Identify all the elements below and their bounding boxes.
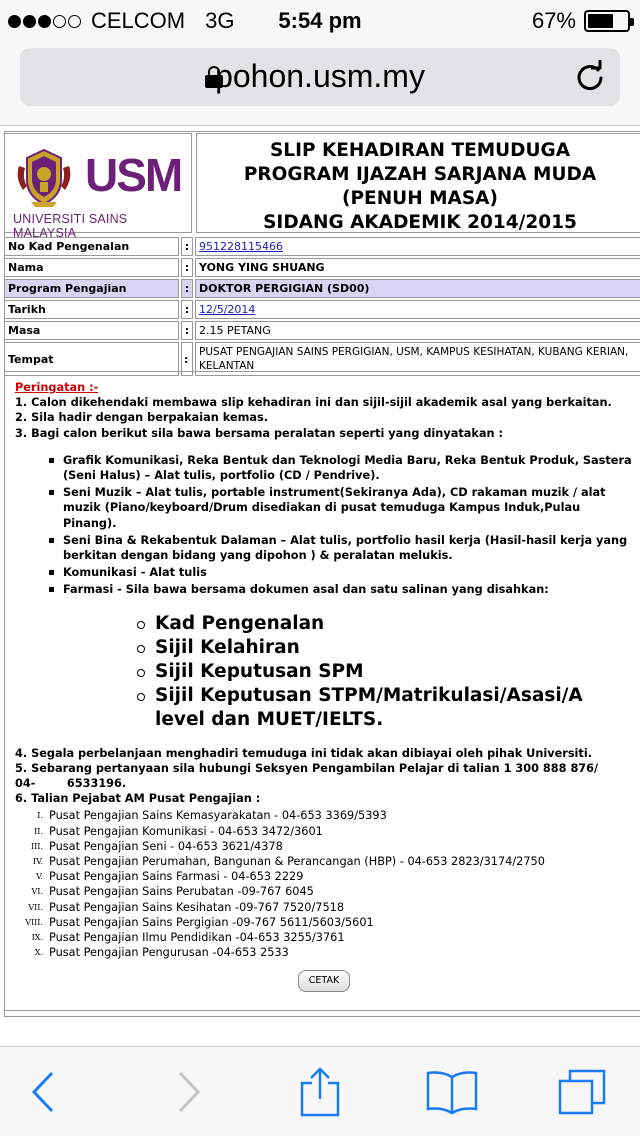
info-colon: : <box>181 342 193 376</box>
equipment-list <box>49 453 633 598</box>
notes-section <box>4 371 640 1011</box>
title-line: (PENUH MASA) <box>342 188 498 209</box>
office-extension: /3601 <box>290 824 323 838</box>
office-list <box>15 808 633 960</box>
note-item: 4. Segala perbelanjaan menghadiri temuduga ini tidak akan dibiayai oleh pihak Universiti. <box>15 746 592 760</box>
office-text <box>49 869 303 884</box>
reload-icon[interactable] <box>574 60 606 92</box>
note-item: 1. Calon dikehendaki membawa slip kehadiran ini dan sijil-sijil akademik asal yang berkaitan. <box>15 396 612 410</box>
note-item: 3. Bagi calon berikut sila bawa bersama peralatan seperti yang dinyatakan : <box>15 426 503 440</box>
office-text <box>49 808 387 823</box>
office-phone-link[interactable]: 04-653 3369 <box>281 809 355 823</box>
info-label: No Kad Pengenalan <box>4 237 179 256</box>
print-area <box>15 970 633 991</box>
office-name: Pusat Pengajian Ilmu Pendidikan -04-653 3255/3761 <box>49 931 345 945</box>
note-item: 2. Sila hadir dengan berpakaian kemas. <box>15 411 269 425</box>
candidate-info-table <box>4 237 640 378</box>
clock: 5:54 pm <box>278 8 362 33</box>
office-name: Pusat Pengajian Sains Perubatan -09-767 6045 <box>49 885 314 899</box>
office-item <box>15 945 633 960</box>
office-text <box>49 884 314 899</box>
status-bar <box>0 0 640 40</box>
info-colon: : <box>181 321 193 340</box>
share-icon[interactable] <box>292 1067 348 1117</box>
info-value: 2.15 PETANG <box>195 321 640 340</box>
office-extension: /5393 <box>354 809 387 823</box>
office-name: Pusat Pengajian Sains Farmasi - <box>49 870 232 884</box>
list-item: Farmasi - Sila bawa bersama dokumen asal dan satu salinan yang disahkan: <box>49 582 633 597</box>
logo-cell <box>4 133 192 240</box>
carrier-name: CELCOM <box>91 8 186 33</box>
office-item <box>15 869 633 884</box>
office-item <box>15 884 633 899</box>
roman-numeral: V. <box>36 872 43 882</box>
roman-numeral: III. <box>30 841 43 851</box>
info-value <box>195 237 640 256</box>
info-row-name <box>4 258 640 277</box>
note-item-5 <box>15 761 633 776</box>
info-colon: : <box>181 237 193 256</box>
back-icon[interactable] <box>18 1067 74 1117</box>
office-text <box>49 930 345 945</box>
battery-status <box>532 8 630 34</box>
office-name: Pusat Pengajian Komunikasi - <box>49 824 218 838</box>
list-item: Sijil Kelahiran <box>137 636 633 660</box>
list-item: Seni Muzik – Alat tulis, portable instrument(Sekiranya Ada), CD rakaman muzik / alat muzik (Piano/keyboard/Drum disediakan di pusat temuduga Kampus Induk,Pulau Pinang). <box>49 485 633 531</box>
roman-numeral: IV. <box>32 857 43 867</box>
info-value: PUSAT PENGAJIAN SAINS PERGIGIAN, USM, KAMPUS KESIHATAN, KUBANG KERIAN, KELANTAN <box>195 342 640 376</box>
info-value <box>195 300 640 319</box>
info-row-program <box>4 279 640 298</box>
bookmarks-icon[interactable] <box>424 1067 480 1117</box>
list-item: Sijil Keputusan SPM <box>137 660 633 684</box>
office-phone-link[interactable]: 04-653 2229 <box>231 870 304 884</box>
office-name: Pusat Pengajian Sains Pergigian -09-767 <box>49 915 280 929</box>
title-line: PROGRAM IJAZAH SARJANA MUDA <box>243 164 597 185</box>
office-item <box>15 900 633 915</box>
info-label: Masa <box>4 321 179 340</box>
title-line: SIDANG AKADEMIK 2014/2015 <box>263 212 577 233</box>
info-label: Program Pengajian <box>4 279 179 298</box>
office-name: Pusat Pengajian Perumahan, Bangunan & Perancangan (HBP) - <box>49 855 408 869</box>
office-text <box>49 945 289 960</box>
warning-heading: Peringatan :- <box>15 381 99 394</box>
tabs-icon[interactable] <box>556 1067 612 1117</box>
office-extension: /4378 <box>250 839 283 853</box>
ic-number-link[interactable]: 951228115466 <box>199 240 283 253</box>
info-value: YONG YING SHUANG <box>195 258 640 277</box>
print-button[interactable]: CETAK <box>298 970 350 991</box>
info-row-time <box>4 321 640 340</box>
address-bar[interactable] <box>20 48 620 106</box>
roman-numeral: X. <box>34 948 43 958</box>
list-item: Seni Bina & Rekabentuk Dalaman – Alat tulis, portfolio hasil kerja (Hasil-hasil kerja yang berkitan dengan bidang yang dipohon ) & peralatan melukis. <box>49 533 633 563</box>
office-item <box>15 839 633 854</box>
info-label: Nama <box>4 258 179 277</box>
office-item <box>15 808 633 823</box>
usm-crest-logo <box>13 146 75 208</box>
title-line: SLIP KEHADIRAN TEMUDUGA <box>269 140 571 161</box>
roman-numeral: I. <box>37 811 43 821</box>
battery-percent: 67% <box>531 8 576 33</box>
roman-numeral: VII. <box>28 902 43 912</box>
browser-address-area <box>0 40 640 126</box>
note-item: 6. Talian Pejabat AM Pusat Pengajian : <box>15 792 261 806</box>
list-item: Sijil Keputusan STPM/Matrikulasi/Asasi/A level dan MUET/IELTS. <box>137 684 633 732</box>
office-name: Pusat Pengajian Sains Kemasyarakatan - <box>49 809 282 823</box>
note-text: / <box>594 761 599 775</box>
office-text <box>49 900 344 915</box>
list-item: Komunikasi - Alat tulis <box>49 565 633 580</box>
usm-wordmark: USM <box>85 149 182 201</box>
roman-numeral: II. <box>34 826 43 836</box>
slip-header <box>4 133 640 240</box>
list-item: Kad Pengenalan <box>137 612 633 636</box>
info-label: Tarikh <box>4 300 179 319</box>
page-title <box>196 133 640 233</box>
info-colon: : <box>181 258 193 277</box>
office-text <box>49 854 545 869</box>
info-row-ic <box>4 237 640 256</box>
info-colon: : <box>181 300 193 319</box>
office-name: Pusat Pengajian Seni - <box>49 839 178 853</box>
office-phone-link[interactable]: 04-653 2823 <box>407 855 480 869</box>
hotline-link[interactable]: 1 300 888 876 <box>503 761 595 775</box>
url-text[interactable]: pohon.usm.my <box>215 58 425 94</box>
office-item <box>15 824 633 839</box>
office-name: Pusat Pengajian Sains Kesihatan -09-767 7520/7518 <box>49 900 345 914</box>
battery-icon <box>584 10 630 32</box>
office-text <box>49 915 374 930</box>
office-text <box>49 839 283 854</box>
info-label: Tempat <box>4 342 179 376</box>
office-phone-link[interactable]: 04-653 3472 <box>217 824 291 838</box>
university-name: UNIVERSITI SAINS MALAYSIA <box>13 212 128 240</box>
office-phone-link[interactable]: 5611/5603/5601 <box>279 915 374 929</box>
info-colon: : <box>181 279 193 298</box>
office-item <box>15 915 633 930</box>
browser-toolbar <box>0 1046 640 1136</box>
list-item: Grafik Komunikasi, Reka Bentuk dan Teknologi Media Baru, Reka Bentuk Produk, Sastera (Seni Halus) – Alat tulis, portfolio (CD / Pendrive). <box>49 453 633 483</box>
info-value: DOKTOR PERGIGIAN (SD00) <box>195 279 640 298</box>
roman-numeral: IX. <box>31 933 43 943</box>
info-row-date <box>4 300 640 319</box>
web-page <box>0 127 640 1045</box>
date-link[interactable]: 12/5/2014 <box>199 303 256 316</box>
note-text: 04- 6533196. <box>15 777 127 791</box>
office-name: Pusat Pengajian Pengurusan -04-653 2533 <box>49 946 289 960</box>
office-phone-link[interactable]: 04-653 3621 <box>177 839 251 853</box>
roman-numeral: VI. <box>31 887 43 897</box>
office-text <box>49 824 323 839</box>
note-text: 5. Sebarang pertanyaan sila hubungi Seksyen Pengambilan Pelajar di talian <box>15 761 504 775</box>
office-item <box>15 930 633 945</box>
document-list <box>137 612 633 732</box>
roman-numeral: VIII. <box>25 917 43 927</box>
office-extension: /3174/2750 <box>479 855 545 869</box>
network-type: 3G <box>205 8 235 33</box>
office-item <box>15 854 633 869</box>
forward-icon[interactable] <box>158 1067 214 1117</box>
